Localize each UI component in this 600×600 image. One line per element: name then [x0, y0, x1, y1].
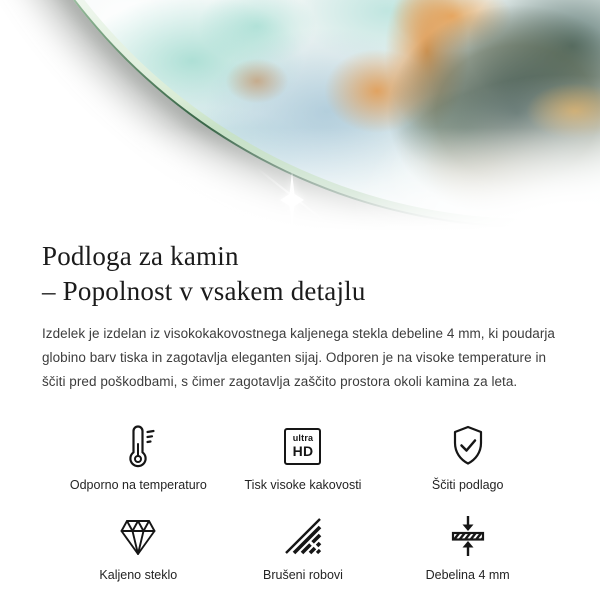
title-line-1: Podloga za kamin: [42, 241, 239, 271]
feature-polished-edges: [221, 512, 386, 582]
ultra-hd-text-bottom: HD: [292, 443, 314, 459]
title-line-2: – Popolnost v vsakem detajlu: [42, 276, 366, 306]
feature-tempered-glass: [56, 512, 221, 582]
feature-protects: [385, 422, 550, 492]
feature-temperature: [56, 422, 221, 492]
feature-label: Debelina 4 mm: [425, 568, 510, 582]
sparkle-icon: [278, 172, 306, 228]
page-title: [42, 239, 564, 309]
ultra-hd-icon: [284, 422, 321, 470]
ultra-hd-text-top: ultra: [292, 433, 314, 443]
diamond-icon: [114, 512, 162, 560]
feature-thickness: [385, 512, 550, 582]
product-description: Izdelek je izdelan iz visokokakovostnega kaljenega stekla debeline 4 mm, ki poudarja globino barv tiska in zagotavlja eleganten sijaj. Odporen je na visoke temperature in ščiti pred poškodbami, s čimer zagotavlja zaščito prostora okoli kamina za leta.: [42, 326, 555, 389]
feature-label: Ščiti podlago: [431, 478, 504, 492]
feature-label: Tisk visoke kakovosti: [244, 478, 362, 492]
features-grid: [42, 422, 564, 582]
beveled-edge-icon: [279, 512, 327, 560]
thickness-icon: [444, 512, 492, 560]
feature-label: Kaljeno steklo: [99, 568, 178, 582]
thermometer-icon: [114, 422, 162, 470]
feature-label: Brušeni robovi: [263, 568, 343, 582]
ultra-hd-box: [284, 428, 321, 465]
feature-print-quality: [221, 422, 386, 492]
shield-check-icon: [444, 422, 492, 470]
product-image: [0, 0, 600, 236]
content-area: [0, 239, 600, 582]
feature-label: Odporno na temperaturo: [69, 478, 207, 492]
